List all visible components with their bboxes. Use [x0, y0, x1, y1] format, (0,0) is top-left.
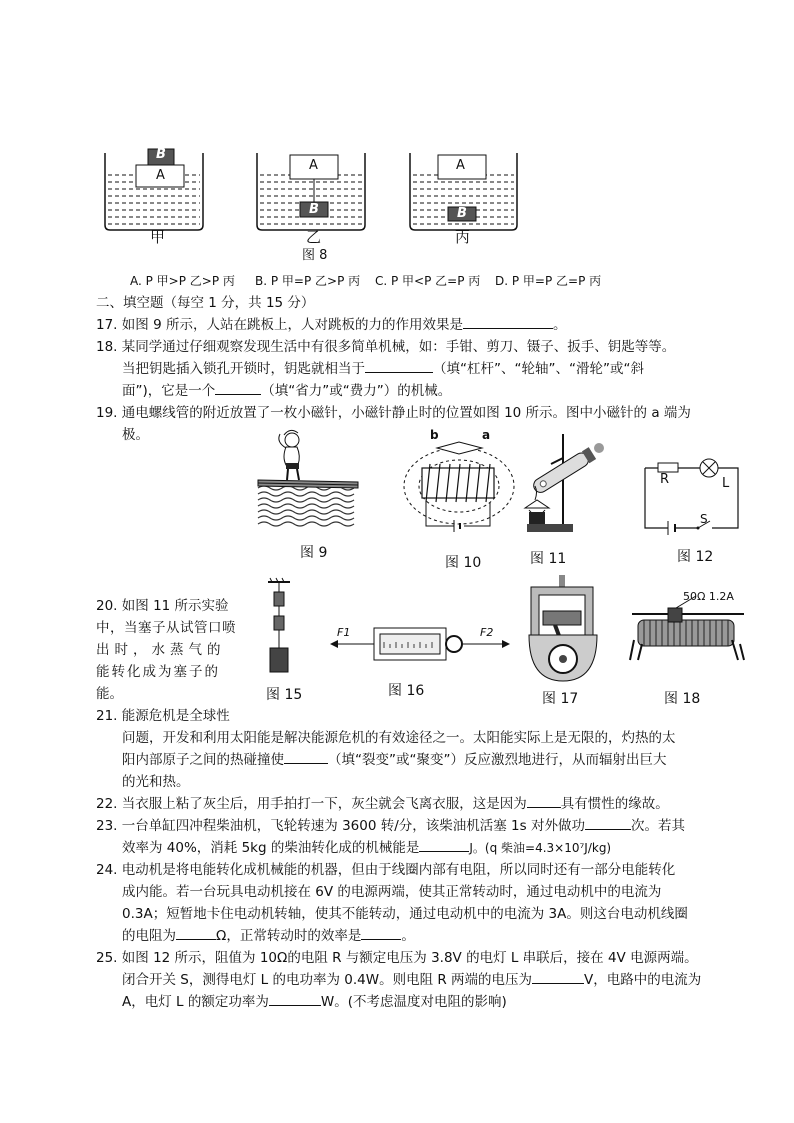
q23-text: 效率为 40%，消耗 5kg 的柴油转化成的机械能是: [122, 840, 420, 856]
q23-number: 23.: [96, 818, 118, 834]
question-25-line3: [122, 991, 507, 1013]
question-24-line4: [122, 925, 415, 947]
q23-text: 一台单缸四冲程柴油机，飞轮转速为 3600 转/分，该柴油机活塞 1s 对外做功: [121, 818, 585, 834]
figure-18-caption: 图 18: [664, 691, 701, 707]
question-21-line2: [122, 727, 676, 749]
q21-blank[interactable]: [284, 749, 328, 764]
q18-text: （填“省力”或“费力”）的机械。: [261, 383, 452, 399]
q24-text: 的电阻为: [122, 928, 176, 944]
question-24-line1: [96, 859, 675, 881]
figure-18-rheostat: [628, 600, 748, 662]
section-title: 二、填空题（每空 1 分，共 15 分）: [96, 295, 315, 311]
figure-17-engine: [525, 575, 600, 683]
q22-blank[interactable]: [527, 793, 561, 808]
q22-text: 具有惯性的缘故。: [560, 796, 669, 812]
figure-9-caption: 图 9: [300, 545, 328, 561]
question-18-line1: [96, 336, 675, 358]
question-19-line2: [122, 424, 149, 446]
q23-blank-2[interactable]: [419, 837, 469, 852]
q21-number: 21.: [96, 708, 118, 724]
question-20-line2: [96, 617, 236, 639]
q21-text: 的光和热。: [122, 774, 190, 790]
figure-17-caption: 图 17: [542, 691, 579, 707]
q25-text: 闭合开关 S，测得电灯 L 的电功率为 0.4W。则电阻 R 两端的电压为: [122, 972, 533, 988]
figure-15-caption: 图 15: [266, 687, 303, 703]
q17-end: 。: [552, 317, 567, 333]
figure-8-title: 图 8: [302, 248, 328, 263]
lamp-label: L: [722, 476, 730, 491]
q21-text: 阳内部原子之间的热碰撞使: [122, 752, 284, 768]
q22-text: 当衣服上粘了灰尘后，用手拍打一下，灰尘就会飞离衣服，这是因为: [121, 796, 527, 812]
q24-blank-1[interactable]: [176, 925, 216, 940]
figure-16-caption: 图 16: [388, 683, 425, 699]
q21-text: （填“裂变”或“聚变”）反应激烈地进行，从而辐射出巨大: [328, 752, 667, 768]
q17-text: 如图 9 所示，人站在跳板上，人对跳板的力的作用效果是: [121, 317, 463, 333]
figure-10-solenoid: [402, 428, 517, 546]
q24-number: 24.: [96, 862, 118, 878]
question-18-line2: [122, 358, 644, 380]
q18-number: 18.: [96, 339, 118, 355]
q25-text: A，电灯 L 的额定功率为: [122, 994, 269, 1010]
needle-end-b: b: [430, 428, 439, 442]
q25-blank-1[interactable]: [532, 969, 584, 984]
question-21-line4: [122, 771, 190, 793]
q20-text: 能。: [96, 686, 123, 702]
q25-number: 25.: [96, 950, 118, 966]
q18-text: （填“杠杆”、“轮轴”、“滑轮”或“斜: [433, 361, 644, 377]
q16-option-a: A. P 甲>P 乙>P 丙: [130, 274, 235, 288]
q21-text: 能源危机是全球性: [121, 708, 230, 724]
question-20-line5: [96, 683, 123, 705]
q20-number: 20.: [96, 598, 118, 614]
question-24-line2: [122, 881, 661, 903]
question-20-line1: [96, 595, 229, 617]
q23-text: J。(q 柴油=4.3×10⁷J/kg): [469, 841, 612, 855]
question-25-line1: [96, 947, 698, 969]
q18-blank-2[interactable]: [215, 380, 261, 395]
question-20-line4: [96, 661, 220, 683]
figure-15-weights: [264, 578, 294, 678]
container-jia: [105, 149, 203, 230]
force-f1-label: F1: [337, 626, 351, 639]
question-21-line1: [96, 705, 230, 727]
q18-blank-1[interactable]: [365, 358, 433, 373]
caption-jia: 甲: [150, 228, 166, 246]
q24-text: 电动机是将电能转化成机械能的机器，但由于线圈内部有电阻，所以同时还有一部分电能转化: [121, 862, 676, 878]
figure-11-caption: 图 11: [530, 551, 567, 567]
q25-text: V，电路中的电流为: [584, 972, 702, 988]
figure-12-circuit: [640, 460, 745, 535]
q25-text: 如图 12 所示，阻值为 10Ω的电阻 R 与额定电压为 3.8V 的电灯 L 串联后，接在 4V 电源两端。: [121, 950, 698, 966]
q18-text: 面”)，它是一个: [122, 383, 216, 399]
rheostat-rating: 50Ω 1.2A: [683, 590, 734, 603]
question-23-line1: [96, 815, 685, 837]
q16-option-b: B. P 甲=P 乙>P 丙: [255, 274, 361, 288]
switch-label: S: [700, 512, 708, 526]
q17-blank[interactable]: [463, 314, 553, 329]
q16-option-d: D. P 甲=P 乙=P 丙: [495, 274, 602, 288]
question-22: [96, 793, 669, 815]
q16-option-c: C. P 甲<P 乙=P 丙: [375, 274, 481, 288]
question-23-line2: [122, 837, 611, 859]
q24-text: 。: [401, 928, 415, 944]
question-17: [96, 314, 566, 336]
q19-text: 通电螺线管的附近放置了一枚小磁针，小磁针静止时的位置如图 10 所示。图中小磁针的 a 端为: [121, 405, 691, 421]
caption-yi: 乙: [306, 228, 322, 246]
resistor-label: R: [660, 472, 670, 487]
q23-text: 次。若其: [630, 818, 685, 834]
question-21-line3: [122, 749, 666, 771]
question-19-line1: [96, 402, 691, 424]
q24-text: Ω，正常转动时的效率是: [216, 928, 362, 944]
block-a-label: A: [309, 158, 318, 173]
q24-blank-2[interactable]: [361, 925, 401, 940]
q18-text: 当把钥匙插入锁孔开锁时，钥匙就相当于: [122, 361, 365, 377]
q22-number: 22.: [96, 796, 118, 812]
q25-blank-2[interactable]: [269, 991, 321, 1006]
block-a-label: A: [456, 158, 465, 173]
question-20-line3: [96, 639, 226, 661]
figure-10-caption: 图 10: [445, 555, 482, 571]
q19-text: 极。: [122, 427, 149, 443]
question-24-line3: [122, 903, 688, 925]
q25-text: W。(不考虑温度对电阻的影响): [320, 994, 507, 1010]
q17-number: 17.: [96, 317, 118, 333]
q20-text: 中，当塞子从试管口喷: [96, 620, 236, 636]
question-25-line2: [122, 969, 701, 991]
needle-end-a: a: [482, 428, 491, 442]
q18-text: 某同学通过仔细观察发现生活中有很多简单机械，如：手钳、剪刀、镊子、扳手、钥匙等等。: [121, 339, 676, 355]
caption-bing: 丙: [455, 228, 471, 246]
q20-text: 出时，水蒸气的: [96, 642, 226, 658]
block-a-label: A: [156, 168, 165, 183]
q20-text: 如图 11 所示实验: [121, 598, 229, 614]
force-f2-label: F2: [480, 626, 494, 639]
block-b-label: B: [309, 202, 319, 217]
figure-12-caption: 图 12: [677, 549, 714, 565]
q24-text: 成内能。若一台玩具电动机接在 6V 的电源两端，使其正常转动时，通过电动机中的电流为: [122, 884, 662, 900]
q20-text: 能转化成为塞子的: [96, 664, 220, 680]
question-18-line3: [122, 380, 451, 402]
figure-9-diver: [258, 430, 363, 530]
block-b-label: B: [156, 147, 166, 162]
block-b-label: B: [457, 206, 467, 221]
q21-text: 问题，开发和利用太阳能是解决能源危机的有效途径之一。太阳能实际上是无限的，灼热的太: [122, 730, 676, 746]
q24-text: 0.3A；短暂地卡住电动机转轴，使其不能转动，通过电动机中的电流为 3A。则这台电动机线圈: [122, 906, 688, 922]
figure-11-steam-experiment: [515, 430, 615, 540]
q19-number: 19.: [96, 405, 118, 421]
q23-blank-1[interactable]: [585, 815, 631, 830]
